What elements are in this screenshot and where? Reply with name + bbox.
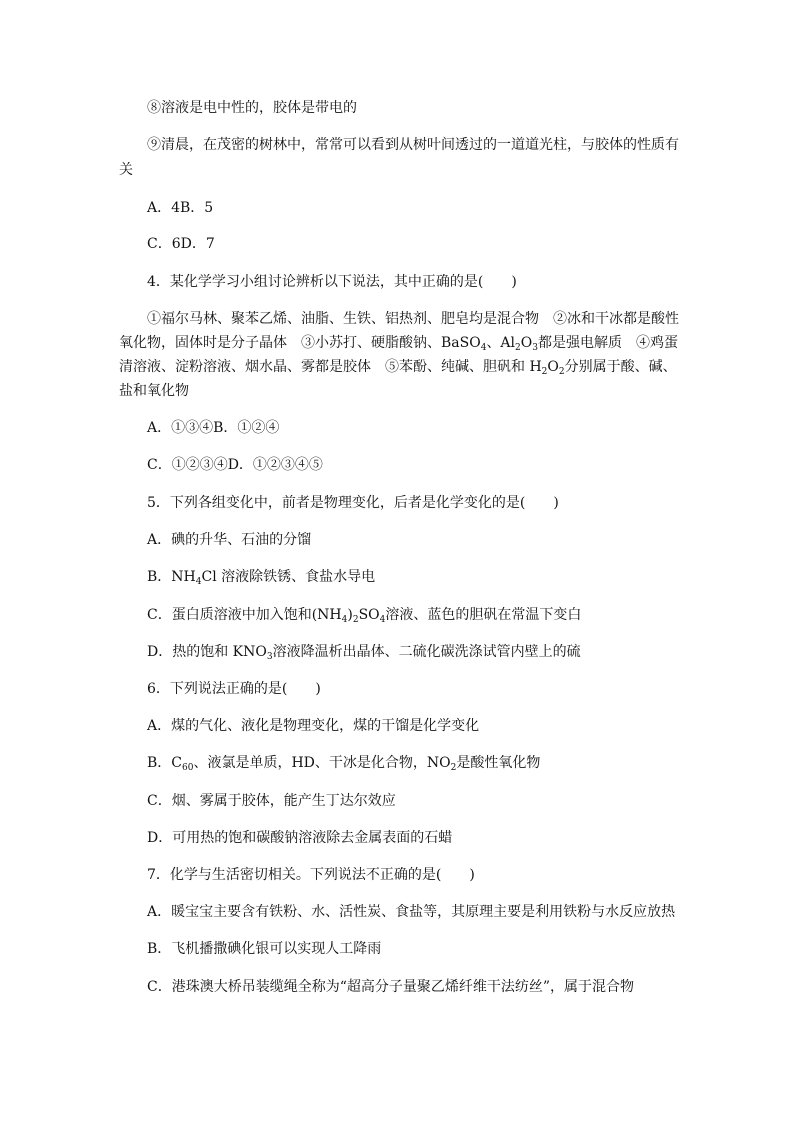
q4-options-ab: A．①③④B．①②④ — [147, 420, 280, 436]
q6-option-a: A．煤的气化、液化是物理变化，煤的干馏是化学变化 — [147, 718, 480, 734]
statement-8: ⑧溶液是电中性的，胶体是带电的 — [147, 100, 357, 116]
q6-option-b: B．$C_{60}$、液氯是单质，HD、干冰是化合物，$NO_2$是酸性氧化物 — [147, 755, 541, 773]
q6-option-d: D．可用热的饱和碳酸钠溶液除去金属表面的石蜡 — [147, 830, 453, 846]
q4-body-line-2: 氧化物，固体时是分子晶体 ③小苏打、硬脂酸钠、BaSO$_4$、$Al_2O_3$都是强电解质 ④鸡蛋 — [119, 335, 678, 353]
q3-options-ab: A．4B．5 — [147, 200, 214, 216]
q6-stem: 6．下列说法正确的是( ) — [147, 681, 321, 697]
q4-stem: 4．某化学学习小组讨论辨析以下说法，其中正确的是( ) — [147, 274, 517, 290]
q3-options-cd: C．6D．7 — [147, 236, 215, 252]
statement-9-line-2: 关 — [119, 162, 133, 178]
q7-option-a: A．暖宝宝主要含有铁粉、水、活性炭、食盐等，其原理主要是利用铁粉与水反应放热 — [147, 904, 676, 920]
q5-stem: 5．下列各组变化中，前者是物理变化，后者是化学变化的是( ) — [147, 495, 559, 511]
q4-body-line-4: 盐和氧化物 — [119, 383, 189, 399]
q5-option-d: D．热的饱和 $KNO_3$溶液降温析出晶体、二硫化碳洗涤试管内壁上的硫 — [147, 644, 581, 662]
q4-body-line-3: 清溶液、淀粉溶液、烟水晶、雾都是胶体 ⑤苯酚、纯碱、胆矾和 $H_2O_2$分别属于酸、碱、 — [119, 359, 677, 377]
q5-option-b: B．$NH_4Cl$ 溶液除铁锈、食盐水导电 — [147, 569, 376, 587]
q6-option-c: C．烟、雾属于胶体，能产生丁达尔效应 — [147, 793, 396, 809]
statement-9-line-1: ⑨清晨，在茂密的树林中，常常可以看到从树叶间透过的一道道光柱，与胶体的性质有 — [147, 137, 679, 153]
q5-option-a: A．碘的升华、石油的分馏 — [147, 532, 312, 548]
q5-option-c: C．蛋白质溶液中加入饱和$(NH_4)_2SO_4$溶液、蓝色的胆矾在常温下变白 — [147, 607, 582, 625]
q4-body-line-1: ①福尔马林、聚苯乙烯、油脂、生铁、铝热剂、肥皂均是混合物 ②冰和干冰都是酸性 — [147, 311, 679, 327]
q7-option-c: C．港珠澳大桥吊装缆绳全称为“超高分子量聚乙烯纤维干法纺丝”，属于混合物 — [147, 979, 635, 995]
q7-option-b: B．飞机播撒碘化银可以实现人工降雨 — [147, 941, 382, 957]
q7-stem: 7．化学与生活密切相关。下列说法不正确的是( ) — [147, 867, 475, 883]
q4-options-cd: C．①②③④D．①②③④⑤ — [147, 457, 323, 473]
